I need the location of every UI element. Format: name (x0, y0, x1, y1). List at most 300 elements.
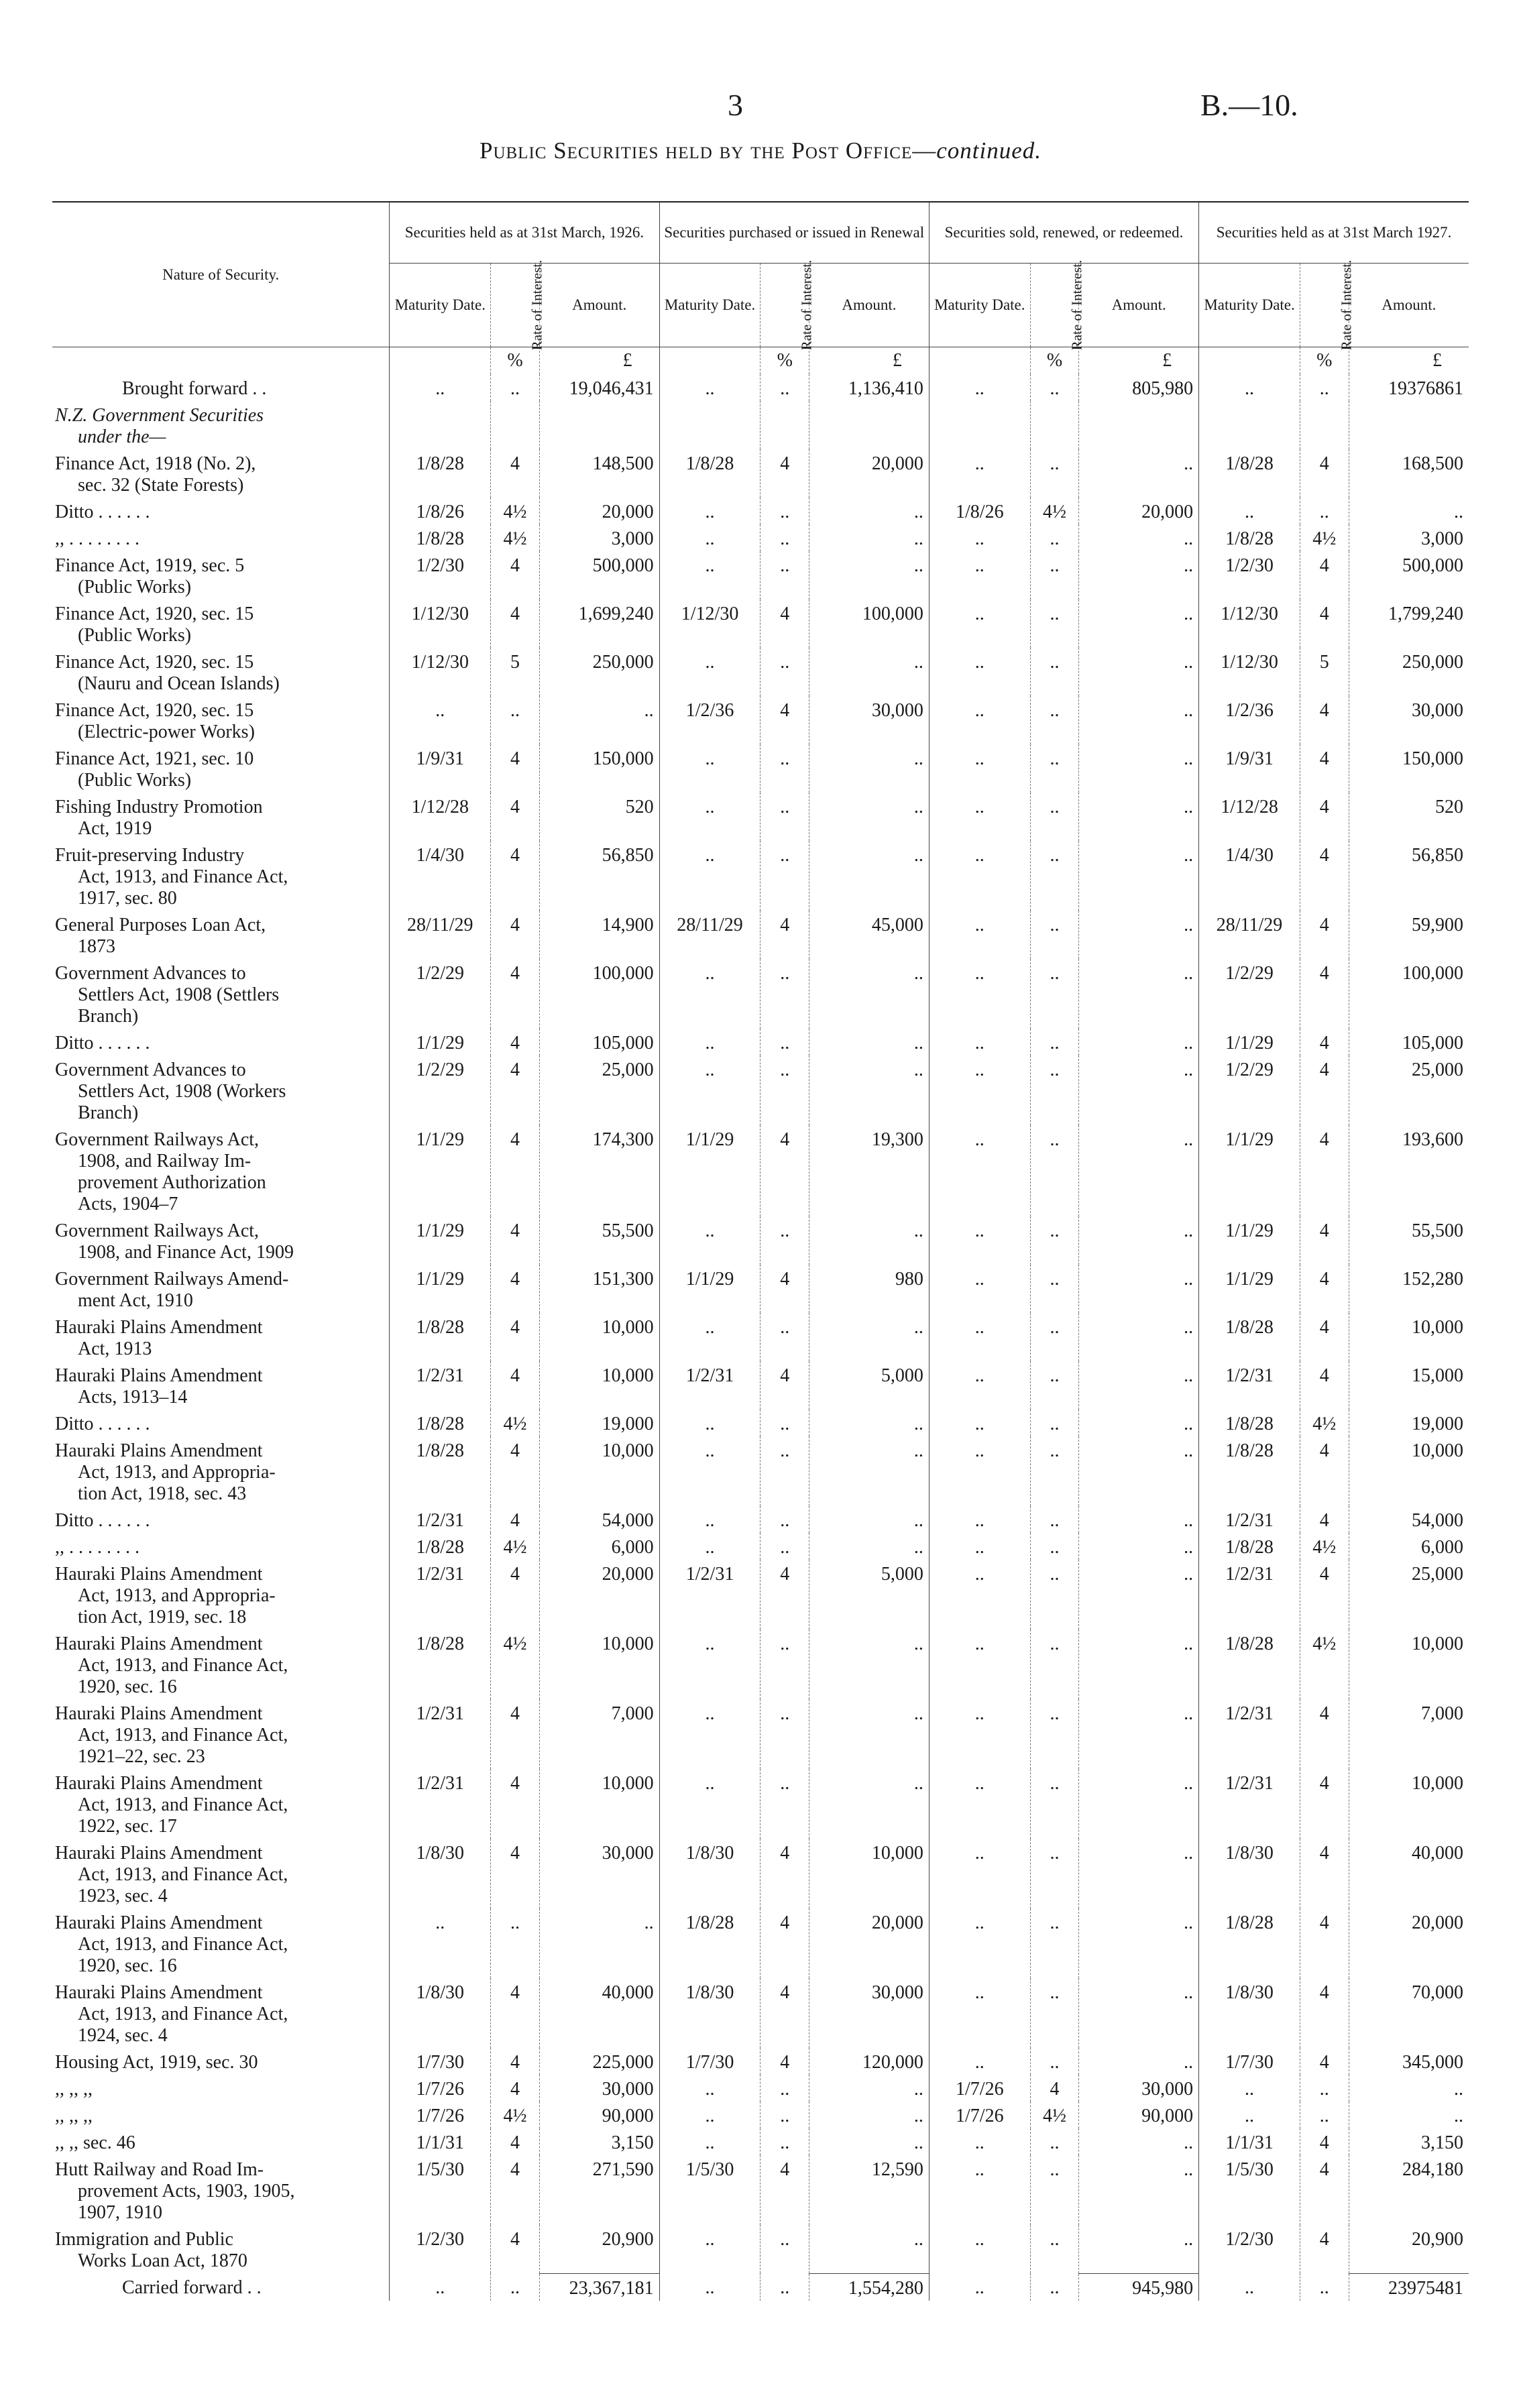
amount-cell: .. (1349, 2075, 1469, 2102)
rate-cell: .. (1030, 1978, 1079, 2048)
unit-spacer (929, 347, 1030, 375)
amount-header: Amount. (539, 264, 659, 347)
table-row (52, 2128, 1469, 2155)
security-name-line: Hauraki Plains Amendment (55, 1843, 263, 1864)
maturity-cell: .. (659, 374, 760, 401)
rate-cell: .. (760, 648, 809, 696)
rate-cell: .. (1300, 2075, 1349, 2102)
group-header-held-1927: Securities held as at 31st March 1927. (1199, 202, 1469, 264)
security-name-line: 1917, sec. 80 (78, 888, 177, 909)
title-main: Public Securities held by the Post Office— (479, 137, 937, 164)
security-name (52, 2155, 390, 2225)
maturity-cell: .. (659, 648, 760, 696)
maturity-cell: 1/8/30 (390, 1839, 491, 1908)
security-name-line: Ditto . . . . . . (55, 1510, 150, 1531)
maturity-cell: 1/1/31 (1199, 2128, 1300, 2155)
rate-cell: 4 (1300, 2128, 1349, 2155)
maturity-cell: .. (659, 1699, 760, 1769)
percent-unit: % (760, 347, 809, 375)
amount-cell: 19,000 (1349, 1410, 1469, 1436)
maturity-cell: 1/8/26 (390, 498, 491, 524)
maturity-cell: .. (659, 1055, 760, 1125)
amount-cell: .. (1079, 1908, 1199, 1978)
amount-cell: 10,000 (1349, 1629, 1469, 1699)
maturity-cell: .. (659, 841, 760, 911)
security-name-line: Ditto . . . . . . (55, 1033, 150, 1053)
maturity-cell: .. (929, 551, 1030, 599)
amount-cell: .. (1079, 2048, 1199, 2075)
rate-cell: .. (1030, 696, 1079, 744)
table-row (52, 401, 1469, 449)
amount-cell: 3,150 (539, 2128, 659, 2155)
rate-cell: 4 (491, 744, 540, 793)
pound-unit: £ (539, 347, 659, 375)
maturity-cell: 1/7/26 (929, 2075, 1030, 2102)
amount-cell: .. (809, 2225, 929, 2273)
security-name-line: Hauraki Plains Amendment (55, 1564, 263, 1585)
maturity-cell: .. (929, 959, 1030, 1029)
amount-cell: 25,000 (539, 1055, 659, 1125)
amount-cell: 1,799,240 (1349, 599, 1469, 648)
rate-cell: 4 (1300, 1839, 1349, 1908)
rate-cell: .. (760, 1533, 809, 1560)
maturity-cell: 1/1/29 (659, 1265, 760, 1313)
amount-cell: 7,000 (1349, 1699, 1469, 1769)
security-name (52, 1313, 390, 1361)
rate-header (1030, 260, 1085, 351)
amount-cell: .. (1079, 1410, 1199, 1436)
maturity-cell: .. (929, 1839, 1030, 1908)
maturity-cell: 1/2/30 (390, 2225, 491, 2273)
table-body (52, 374, 1469, 2301)
amount-cell: .. (1079, 1699, 1199, 1769)
amount-cell: 20,000 (539, 498, 659, 524)
security-name-line: 1924, sec. 4 (78, 2025, 168, 2046)
rate-cell: .. (760, 1313, 809, 1361)
rate-cell: .. (1030, 1769, 1079, 1839)
security-name-line: Act, 1913 (78, 1338, 152, 1359)
rate-cell: .. (760, 1410, 809, 1436)
rate-cell: .. (1030, 1629, 1079, 1699)
rate-cell (1300, 401, 1349, 449)
security-name-line: 1873 (78, 936, 115, 957)
rate-cell: 4 (491, 449, 540, 498)
maturity-cell: 28/11/29 (390, 911, 491, 959)
amount-cell: 100,000 (539, 959, 659, 1029)
rate-cell: 4½ (491, 498, 540, 524)
maturity-cell: 1/12/28 (390, 793, 491, 841)
rate-cell: .. (1030, 1216, 1079, 1265)
security-name-line: Hauraki Plains Amendment (55, 1982, 263, 2003)
security-name-line: Act, 1913, and Finance Act, (78, 2004, 288, 2024)
table-row (52, 1908, 1469, 1978)
amount-cell: 284,180 (1349, 2155, 1469, 2225)
amount-cell: .. (809, 1436, 929, 1506)
maturity-cell: .. (929, 1055, 1030, 1125)
rate-cell: 4 (491, 599, 540, 648)
maturity-cell: .. (929, 2048, 1030, 2075)
security-name-line: ,, . . . . . . . . (55, 1537, 139, 1558)
security-name-line: (Electric-power Works) (78, 722, 255, 742)
security-name-line: Acts, 1904–7 (78, 1194, 178, 1214)
maturity-cell: .. (659, 1410, 760, 1436)
securities-table (52, 201, 1469, 2301)
amount-cell: .. (809, 1410, 929, 1436)
amount-cell: 148,500 (539, 449, 659, 498)
rate-cell: 4 (1300, 1055, 1349, 1125)
rate-cell: 4 (491, 1978, 540, 2048)
security-name-line: Government Advances to (55, 1059, 246, 1080)
rate-cell: .. (1300, 2102, 1349, 2128)
security-name-line: ,, ,, ,, (55, 2079, 93, 2100)
maturity-cell: 1/4/30 (1199, 841, 1300, 911)
amount-cell: .. (1079, 551, 1199, 599)
maturity-cell: 1/2/30 (390, 551, 491, 599)
rate-cell: 4 (760, 911, 809, 959)
rate-cell: .. (1300, 498, 1349, 524)
amount-cell: .. (539, 696, 659, 744)
pound-unit: £ (809, 347, 929, 375)
rate-cell: .. (760, 2075, 809, 2102)
amount-cell: 55,500 (539, 1216, 659, 1265)
security-name (52, 1029, 390, 1055)
amount-cell: 30,000 (539, 2075, 659, 2102)
amount-cell: .. (809, 959, 929, 1029)
rate-cell: 4 (1300, 1125, 1349, 1216)
amount-cell: 30,000 (809, 1978, 929, 2048)
table-row (52, 1055, 1469, 1125)
amount-cell: .. (809, 2075, 929, 2102)
amount-cell: .. (1079, 599, 1199, 648)
rate-cell: 4 (491, 1216, 540, 1265)
maturity-cell: .. (929, 1978, 1030, 2048)
security-name-line: ,, ,, sec. 46 (55, 2132, 135, 2153)
maturity-cell: 1/2/31 (1199, 1361, 1300, 1410)
amount-cell: .. (809, 1533, 929, 1560)
amount-cell: .. (1079, 1506, 1199, 1533)
maturity-cell: 1/12/30 (1199, 648, 1300, 696)
maturity-cell: .. (390, 2273, 491, 2301)
maturity-cell: 1/2/31 (659, 1361, 760, 1410)
security-name-line: tion Act, 1918, sec. 43 (78, 1483, 247, 1504)
amount-cell: 151,300 (539, 1265, 659, 1313)
table-header (52, 202, 1469, 374)
rate-cell: 4 (1300, 1560, 1349, 1629)
table-row (52, 374, 1469, 401)
maturity-cell: .. (929, 841, 1030, 911)
rate-cell: 4½ (491, 1629, 540, 1699)
rate-cell: .. (760, 498, 809, 524)
rate-cell: 4 (760, 449, 809, 498)
maturity-cell: .. (659, 2075, 760, 2102)
amount-cell: 945,980 (1079, 2273, 1199, 2301)
maturity-cell: 1/5/30 (659, 2155, 760, 2225)
amount-cell (809, 401, 929, 449)
amount-cell: 20,000 (809, 449, 929, 498)
amount-cell: 5,000 (809, 1361, 929, 1410)
group-header-held-1926: Securities held as at 31st March, 1926. (390, 202, 659, 264)
rate-cell: 4½ (1030, 498, 1079, 524)
rate-cell: 4 (1300, 696, 1349, 744)
security-name-line: ,, ,, ,, (55, 2106, 93, 2126)
security-name-line: Government Railways Act, (55, 1220, 260, 1241)
rate-cell: .. (760, 2273, 809, 2301)
security-name (52, 1699, 390, 1769)
rate-cell: .. (1300, 374, 1349, 401)
amount-cell: 30,000 (1079, 2075, 1199, 2102)
table-row (52, 1216, 1469, 1265)
amount-cell: 120,000 (809, 2048, 929, 2075)
rate-cell: .. (760, 2225, 809, 2273)
maturity-cell: 1/7/26 (390, 2075, 491, 2102)
amount-cell: 520 (1349, 793, 1469, 841)
security-name-line: N.Z. Government Securities (55, 405, 264, 426)
rate-cell: .. (760, 1769, 809, 1839)
security-name (52, 1265, 390, 1313)
rate-cell: 4 (760, 1978, 809, 2048)
security-name-line: 1907, 1910 (78, 2202, 162, 2223)
pound-unit: £ (1079, 347, 1199, 375)
security-name (52, 1629, 390, 1699)
rate-cell: 4 (491, 1839, 540, 1908)
amount-cell: .. (1079, 1216, 1199, 1265)
rate-cell: .. (1030, 599, 1079, 648)
amount-header: Amount. (1349, 264, 1469, 347)
security-name (52, 1436, 390, 1506)
rate-cell: 4 (760, 599, 809, 648)
amount-cell: 152,280 (1349, 1265, 1469, 1313)
table-row-total (52, 2273, 1469, 2301)
rate-cell: 4½ (491, 524, 540, 551)
rate-cell: .. (1030, 959, 1079, 1029)
maturity-cell: 1/1/29 (1199, 1216, 1300, 1265)
security-name-line: 1908, and Railway Im- (78, 1151, 251, 1171)
rate-cell: 4½ (1300, 1410, 1349, 1436)
table-row (52, 1560, 1469, 1629)
maturity-cell: 28/11/29 (659, 911, 760, 959)
security-name (52, 599, 390, 648)
maturity-cell: 1/8/28 (659, 449, 760, 498)
maturity-cell: 28/11/29 (1199, 911, 1300, 959)
amount-cell: .. (809, 648, 929, 696)
maturity-cell: 1/1/29 (1199, 1265, 1300, 1313)
amount-cell: .. (1079, 793, 1199, 841)
table-row (52, 1125, 1469, 1216)
rate-cell: 4 (1300, 1313, 1349, 1361)
rate-cell: .. (760, 1699, 809, 1769)
amount-cell: .. (809, 1629, 929, 1699)
amount-cell: 105,000 (539, 1029, 659, 1055)
rate-cell: 4 (1300, 1978, 1349, 2048)
maturity-cell: .. (659, 1506, 760, 1533)
maturity-cell (659, 401, 760, 449)
amount-cell: 520 (539, 793, 659, 841)
amount-cell: 19,300 (809, 1125, 929, 1216)
amount-cell: 30,000 (1349, 696, 1469, 744)
rate-cell: 4 (491, 1265, 540, 1313)
rate-cell: .. (1030, 1506, 1079, 1533)
rate-cell: .. (1030, 1029, 1079, 1055)
amount-cell: 10,000 (539, 1436, 659, 1506)
table-row (52, 498, 1469, 524)
rate-cell: .. (491, 2273, 540, 2301)
security-name (52, 1839, 390, 1908)
rate-cell: .. (1030, 841, 1079, 911)
amount-cell: 15,000 (1349, 1361, 1469, 1410)
amount-cell: .. (1079, 524, 1199, 551)
security-name-line: 1923, sec. 4 (78, 1886, 168, 1906)
amount-cell: 100,000 (1349, 959, 1469, 1029)
rate-cell: .. (1030, 793, 1079, 841)
maturity-cell: .. (929, 1125, 1030, 1216)
amount-cell: .. (809, 841, 929, 911)
security-name-line: ment Act, 1910 (78, 1290, 193, 1311)
amount-cell: 3,000 (1349, 524, 1469, 551)
maturity-cell: .. (659, 1029, 760, 1055)
maturity-cell: 1/1/29 (390, 1265, 491, 1313)
maturity-cell (390, 401, 491, 449)
security-name (52, 449, 390, 498)
rate-cell: 4 (1300, 1769, 1349, 1839)
amount-cell: 6,000 (1349, 1533, 1469, 1560)
amount-cell: .. (1079, 1125, 1199, 1216)
amount-cell: 23,367,181 (539, 2273, 659, 2301)
amount-cell: .. (1079, 449, 1199, 498)
table-row (52, 1769, 1469, 1839)
table-row (52, 648, 1469, 696)
amount-cell: 193,600 (1349, 1125, 1469, 1216)
rate-cell: 4 (1300, 1506, 1349, 1533)
percent-unit: % (1300, 347, 1349, 375)
amount-cell: .. (1079, 1769, 1199, 1839)
rate-cell: .. (760, 1029, 809, 1055)
amount-cell (1349, 401, 1469, 449)
rate-cell: .. (760, 2128, 809, 2155)
maturity-cell: .. (929, 1629, 1030, 1699)
security-name-line: 1921–22, sec. 23 (78, 1746, 205, 1767)
maturity-cell: 1/8/28 (1199, 1908, 1300, 1978)
rate-cell: .. (491, 1908, 540, 1978)
security-name (52, 1560, 390, 1629)
amount-cell: .. (1079, 2225, 1199, 2273)
security-name (52, 2273, 390, 2301)
security-name (52, 498, 390, 524)
rate-cell: 4 (491, 1436, 540, 1506)
amount-cell: .. (1079, 959, 1199, 1029)
security-name (52, 793, 390, 841)
rate-cell: .. (1030, 2048, 1079, 2075)
amount-cell: 20,000 (539, 1560, 659, 1629)
maturity-cell: .. (929, 1699, 1030, 1769)
rate-cell: .. (760, 2102, 809, 2128)
security-name-line: Immigration and Public (55, 2229, 233, 2250)
security-name-line: Hauraki Plains Amendment (55, 1440, 263, 1461)
maturity-cell: 1/7/30 (659, 2048, 760, 2075)
table-row (52, 696, 1469, 744)
security-name-line: Hauraki Plains Amendment (55, 1912, 263, 1933)
security-name (52, 1978, 390, 2048)
amount-cell: .. (1079, 1029, 1199, 1055)
amount-cell: 56,850 (539, 841, 659, 911)
amount-cell: 271,590 (539, 2155, 659, 2225)
maturity-cell: 1/12/30 (659, 599, 760, 648)
amount-cell: 20,000 (809, 1908, 929, 1978)
security-name-line: Finance Act, 1918 (No. 2), (55, 453, 256, 474)
security-name-line: Hauraki Plains Amendment (55, 1365, 263, 1386)
rate-cell: .. (1030, 524, 1079, 551)
maturity-cell: .. (929, 1436, 1030, 1506)
rate-cell: 4 (1300, 551, 1349, 599)
amount-cell: 225,000 (539, 2048, 659, 2075)
amount-cell: 20,000 (1079, 498, 1199, 524)
percent-unit: % (1030, 347, 1079, 375)
maturity-cell: .. (659, 551, 760, 599)
amount-cell: 19,000 (539, 1410, 659, 1436)
security-name-line: Finance Act, 1921, sec. 10 (55, 748, 254, 769)
amount-cell: 3,000 (539, 524, 659, 551)
table-row (52, 1361, 1469, 1410)
rate-cell: 4 (491, 1769, 540, 1839)
maturity-cell: 1/12/30 (390, 648, 491, 696)
unit-spacer (659, 347, 760, 375)
security-name (52, 696, 390, 744)
rate-cell: 4 (760, 1908, 809, 1978)
rate-cell: 4½ (491, 1533, 540, 1560)
security-name-line: Hauraki Plains Amendment (55, 1633, 263, 1654)
amount-cell: .. (1079, 696, 1199, 744)
amount-cell: 40,000 (539, 1978, 659, 2048)
maturity-cell: .. (929, 648, 1030, 696)
rate-cell: .. (1030, 1410, 1079, 1436)
maturity-cell: 1/9/31 (390, 744, 491, 793)
security-name-line: (Nauru and Ocean Islands) (78, 673, 280, 694)
maturity-cell: 1/2/30 (1199, 551, 1300, 599)
maturity-cell: .. (929, 1361, 1030, 1410)
rate-cell: 4 (760, 1125, 809, 1216)
security-name-line: Branch) (78, 1102, 139, 1123)
amount-cell: 40,000 (1349, 1839, 1469, 1908)
rate-cell: 4 (491, 793, 540, 841)
maturity-cell: 1/8/28 (1199, 1629, 1300, 1699)
title-continued: continued. (936, 137, 1041, 164)
rate-cell: .. (1030, 1436, 1079, 1506)
rate-cell: .. (1030, 1699, 1079, 1769)
amount-cell: 14,900 (539, 911, 659, 959)
security-name-line: Fruit-preserving Industry (55, 845, 245, 866)
rate-header (1300, 260, 1355, 351)
amount-cell: 3,150 (1349, 2128, 1469, 2155)
maturity-cell: .. (929, 1908, 1030, 1978)
security-name-line: Hauraki Plains Amendment (55, 1773, 263, 1794)
security-name-line: under the— (78, 426, 166, 447)
rate-cell: 4 (491, 911, 540, 959)
amount-cell: .. (809, 2128, 929, 2155)
rate-cell: .. (491, 696, 540, 744)
table-row (52, 841, 1469, 911)
rate-header (760, 260, 815, 351)
maturity-cell: .. (929, 1216, 1030, 1265)
amount-cell: .. (1079, 1265, 1199, 1313)
amount-cell: 25,000 (1349, 1055, 1469, 1125)
security-name-line: Finance Act, 1920, sec. 15 (55, 652, 254, 673)
unit-spacer (390, 347, 491, 375)
rate-cell: 4½ (1300, 1533, 1349, 1560)
security-name-line: Finance Act, 1920, sec. 15 (55, 700, 254, 721)
amount-cell: 1,554,280 (809, 2273, 929, 2301)
security-name (52, 2128, 390, 2155)
security-name-line: Act, 1913, and Finance Act, (78, 1725, 288, 1745)
security-name (52, 2102, 390, 2128)
